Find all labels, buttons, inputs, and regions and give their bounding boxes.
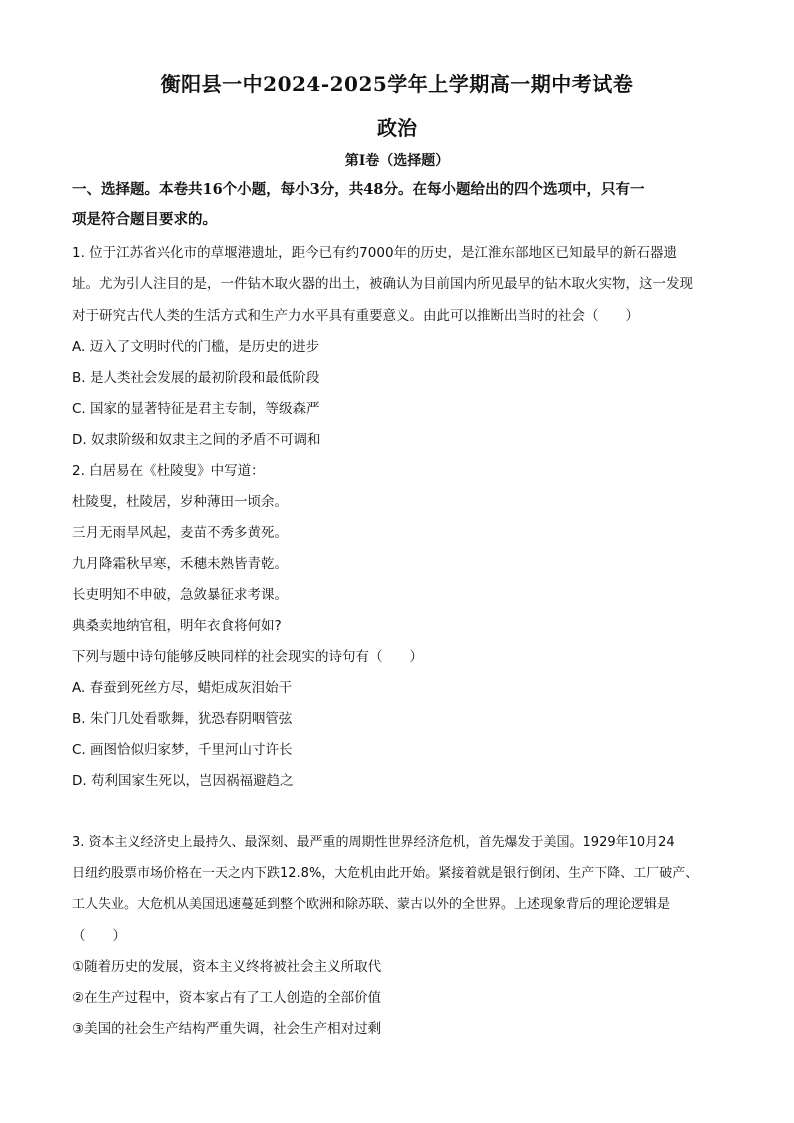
q2-question: 下列与题中诗句能够反映同样的社会现实的诗句有（ ）: [72, 649, 423, 665]
q1-option-b: B. 是人类社会发展的最初阶段和最低阶段: [72, 370, 320, 386]
q2-stem: 2. 白居易在《杜陵叟》中写道：: [72, 463, 265, 479]
q1-option-a: A. 迈入了文明时代的门槛，是历史的进步: [72, 339, 320, 355]
q3-stem-line-4: （ ）: [72, 928, 126, 944]
exam-title: 衡阳县一中2024-2025学年上学期高一期中考试卷: [160, 72, 634, 96]
q3-option-2: ②在生产过程中，资本家占有了工人创造的全部价值: [72, 990, 382, 1006]
q1-option-d: D. 奴隶阶级和奴隶主之间的矛盾不可调和: [72, 432, 321, 448]
q3-stem-line-2: 日纽约股票市场价格在一天之内下跌12.8%，大危机由此开始。紧接着就是银行倒闭、生产下降、工厂破产、: [72, 866, 699, 881]
q2-option-c: C. 画图恰似归家梦，千里河山寸许长: [72, 742, 293, 758]
section-instructions-line-1: 一、选择题。本卷共16个小题，每小3分，共48分。在每小题给出的四个选项中，只有一: [72, 181, 645, 198]
q1-option-c: C. 国家的显著特征是君主专制，等级森严: [72, 401, 320, 417]
q1-stem-line-3: 对于研究古代人类的生活方式和生产力水平具有重要意义。由此可以推断出当时的社会（ ）: [72, 308, 639, 324]
q2-option-b: B. 朱门几处看歌舞，犹恐春阴咽管弦: [72, 711, 293, 727]
q3-option-3: ③美国的社会生产结构严重失调，社会生产相对过剩: [72, 1021, 382, 1037]
q3-stem-line-1: 3. 资本主义经济史上最持久、最深刻、最严重的周期性世界经济危机，首先爆发于美国。1929年10月24: [72, 835, 675, 850]
q2-poem-line-1: 杜陵叟，杜陵居，岁种薄田一顷余。: [72, 494, 288, 510]
q2-poem-line-4: 长吏明知不申破，急敛暴征求考课。: [72, 587, 288, 603]
q2-option-a: A. 春蚕到死丝方尽，蜡炬成灰泪始干: [72, 680, 293, 696]
q1-stem-line-1: 1. 位于江苏省兴化市的草堰港遗址，距今已有约7000年的历史，是江淮东部地区已知最早的新石器遗: [72, 245, 678, 261]
q2-poem-line-3: 九月降霜秋早寒，禾穗未熟皆青乾。: [72, 556, 288, 572]
q3-stem-line-3: 工人失业。大危机从美国迅速蔓延到整个欧洲和除苏联、蒙古以外的全世界。上述现象背后的理论逻辑是: [72, 897, 671, 912]
q1-stem-line-2: 址。尤为引人注目的是，一件钻木取火器的出土，被确认为目前国内所见最早的钻木取火实物，这一发现: [72, 276, 693, 292]
subject-title: 政治: [377, 116, 417, 140]
section-instructions-line-2: 项是符合题目要求的。: [72, 211, 217, 228]
q2-option-d: D. 苟利国家生死以，岂因祸福避趋之: [72, 773, 294, 789]
q2-poem-line-2: 三月无雨旱风起，麦苗不秀多黄死。: [72, 525, 288, 541]
q2-poem-line-5: 典桑卖地纳官租，明年衣食将何如?: [72, 618, 282, 634]
q3-option-1: ①随着历史的发展，资本主义终将被社会主义所取代: [72, 959, 382, 975]
volume-title: 第Ⅰ卷（选择题）: [344, 153, 450, 169]
